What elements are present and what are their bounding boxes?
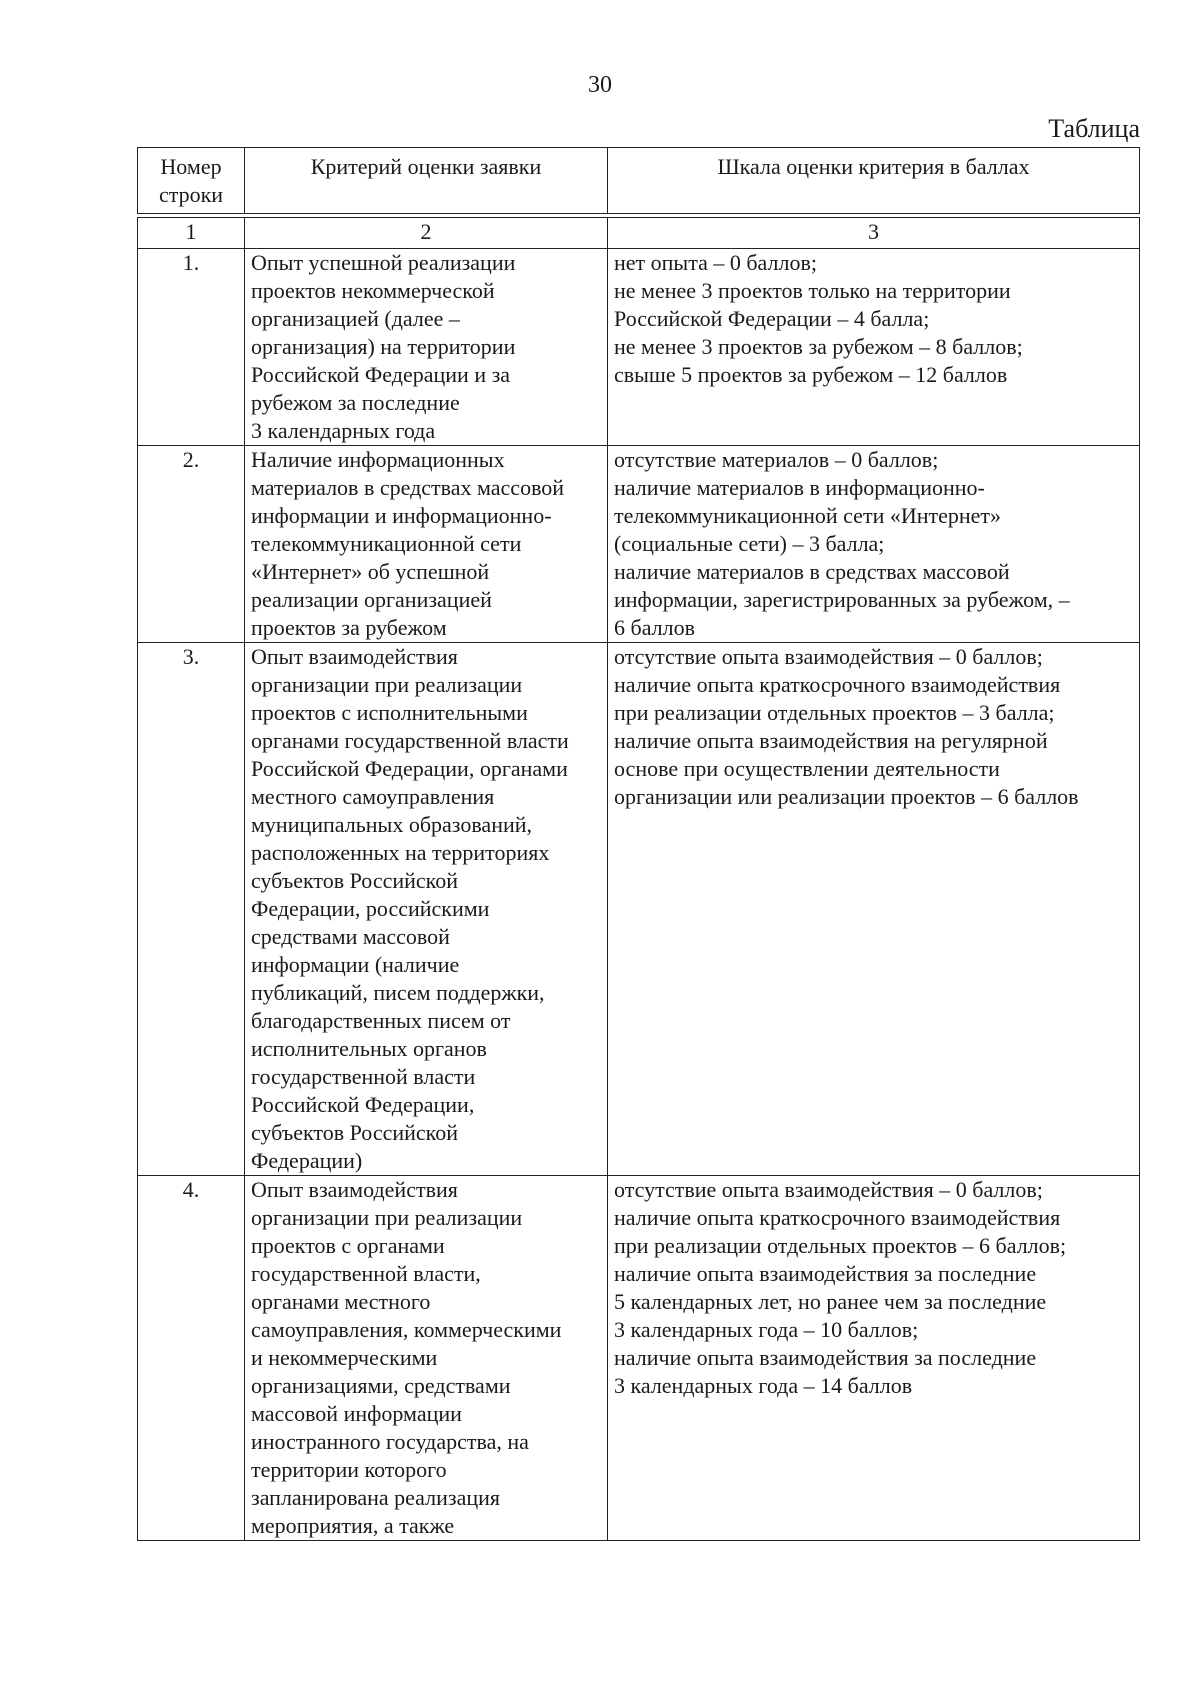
scale-cell — [608, 1176, 1140, 1541]
scale-line: при реализации отдельных проектов – 6 баллов; — [614, 1233, 1067, 1258]
scale-line: информации, зарегистрированных за рубежом, – — [614, 587, 1070, 612]
criterion-line: территории которого — [251, 1457, 447, 1482]
header-row-number-line: Номер — [160, 154, 222, 179]
criterion-line: организации при реализации — [251, 672, 523, 697]
table-row — [138, 643, 1140, 1176]
criterion-line: «Интернет» об успешной — [251, 559, 490, 584]
row-number: 3. — [138, 643, 245, 1176]
criterion-line: органами государственной власти — [251, 728, 569, 753]
row-number: 1. — [138, 249, 245, 446]
page-number: 30 — [588, 72, 612, 98]
header-criterion: Критерий оценки заявки — [245, 148, 608, 214]
criterion-line: субъектов Российской — [251, 1120, 459, 1145]
scale-line: телекоммуникационной сети «Интернет» — [614, 503, 1002, 528]
criterion-line: организацией (далее – — [251, 306, 460, 331]
scale-line: наличие опыта взаимодействия на регулярной — [614, 728, 1048, 753]
criterion-cell — [245, 643, 608, 1176]
scale-line: нет опыта – 0 баллов; — [614, 250, 817, 275]
scale-line: не менее 3 проектов только на территории — [614, 278, 1011, 303]
criterion-line: Российской Федерации, — [251, 1092, 475, 1117]
scale-line: не менее 3 проектов за рубежом – 8 баллов; — [614, 334, 1023, 359]
criterion-line: расположенных на территориях — [251, 840, 550, 865]
criterion-line: проектов с исполнительными — [251, 700, 528, 725]
header-row-number — [138, 148, 245, 214]
criterion-cell — [245, 249, 608, 446]
scale-line: отсутствие опыта взаимодействия – 0 баллов; — [614, 644, 1043, 669]
column-number: 1 — [138, 218, 245, 249]
table-row — [138, 446, 1140, 643]
criterion-line: Опыт взаимодействия — [251, 1177, 458, 1202]
column-number: 2 — [245, 218, 608, 249]
scale-line: отсутствие опыта взаимодействия – 0 баллов; — [614, 1177, 1043, 1202]
criterion-line: органами местного — [251, 1289, 431, 1314]
criterion-line: Наличие информационных — [251, 447, 505, 472]
column-number: 3 — [608, 218, 1140, 249]
criterion-line: организациями, средствами — [251, 1373, 511, 1398]
scale-line: наличие материалов в средствах массовой — [614, 559, 1010, 584]
criterion-line: публикаций, писем поддержки, — [251, 980, 545, 1005]
table-row — [138, 1176, 1140, 1541]
scale-line: основе при осуществлении деятельности — [614, 756, 1000, 781]
criterion-line: Федерации, российскими — [251, 896, 490, 921]
scale-line: наличие опыта взаимодействия за последние — [614, 1345, 1037, 1370]
criterion-line: местного самоуправления — [251, 784, 495, 809]
criteria-table — [137, 217, 1140, 1541]
scale-line: 3 календарных года – 14 баллов — [614, 1373, 913, 1398]
scale-cell — [608, 249, 1140, 446]
scale-cell — [608, 643, 1140, 1176]
criterion-line: материалов в средствах массовой — [251, 475, 565, 500]
criterion-line: телекоммуникационной сети — [251, 531, 522, 556]
scale-cell — [608, 446, 1140, 643]
criterion-line: Российской Федерации и за — [251, 362, 511, 387]
criterion-line: исполнительных органов — [251, 1036, 487, 1061]
criterion-line: реализации организацией — [251, 587, 492, 612]
criterion-line: рубежом за последние — [251, 390, 460, 415]
scale-line: наличие опыта краткосрочного взаимодействия — [614, 1205, 1061, 1230]
criterion-line: государственной власти — [251, 1064, 476, 1089]
criterion-line: муниципальных образований, — [251, 812, 533, 837]
criterion-line: Опыт успешной реализации — [251, 250, 516, 275]
row-number: 4. — [138, 1176, 245, 1541]
scale-line: свыше 5 проектов за рубежом – 12 баллов — [614, 362, 1008, 387]
criterion-cell — [245, 1176, 608, 1541]
criterion-line: и некоммерческими — [251, 1345, 438, 1370]
criterion-cell — [245, 446, 608, 643]
criterion-line: благодарственных писем от — [251, 1008, 511, 1033]
scale-line: (социальные сети) – 3 балла; — [614, 531, 885, 556]
criterion-line: информации (наличие — [251, 952, 460, 977]
scale-line: 5 календарных лет, но ранее чем за последние — [614, 1289, 1047, 1314]
scale-line: отсутствие материалов – 0 баллов; — [614, 447, 939, 472]
criterion-line: проектов некоммерческой — [251, 278, 495, 303]
criterion-line: государственной власти, — [251, 1261, 481, 1286]
criterion-line: запланирована реализация — [251, 1485, 500, 1510]
criterion-line: проектов за рубежом — [251, 615, 447, 640]
table-caption: Таблица — [1048, 114, 1140, 143]
criterion-line: субъектов Российской — [251, 868, 459, 893]
scale-line: при реализации отдельных проектов – 3 балла; — [614, 700, 1055, 725]
criterion-line: средствами массовой — [251, 924, 450, 949]
criterion-line: Опыт взаимодействия — [251, 644, 458, 669]
scale-line: наличие материалов в информационно- — [614, 475, 985, 500]
column-numbers-row — [138, 218, 1140, 249]
header-scale: Шкала оценки критерия в баллах — [608, 148, 1140, 214]
criterion-line: мероприятия, а также — [251, 1513, 455, 1538]
row-number: 2. — [138, 446, 245, 643]
scale-line: 6 баллов — [614, 615, 695, 640]
criterion-line: самоуправления, коммерческими — [251, 1317, 562, 1342]
scale-line: наличие опыта краткосрочного взаимодействия — [614, 672, 1061, 697]
table-header — [137, 147, 1140, 214]
table-row — [138, 249, 1140, 446]
scale-line: Российской Федерации – 4 балла; — [614, 306, 930, 331]
criterion-line: организация) на территории — [251, 334, 516, 359]
criterion-line: 3 календарных года — [251, 418, 436, 443]
criterion-line: Федерации) — [251, 1148, 363, 1173]
scale-line: наличие опыта взаимодействия за последние — [614, 1261, 1037, 1286]
criterion-line: организации при реализации — [251, 1205, 523, 1230]
criterion-line: информации и информационно- — [251, 503, 552, 528]
criterion-line: массовой информации — [251, 1401, 462, 1426]
scale-line: 3 календарных года – 10 баллов; — [614, 1317, 919, 1342]
scale-line: организации или реализации проектов – 6 баллов — [614, 784, 1079, 809]
header-row-number-line: строки — [158, 182, 224, 207]
criterion-line: иностранного государства, на — [251, 1429, 529, 1454]
criterion-line: Российской Федерации, органами — [251, 756, 568, 781]
criterion-line: проектов с органами — [251, 1233, 445, 1258]
